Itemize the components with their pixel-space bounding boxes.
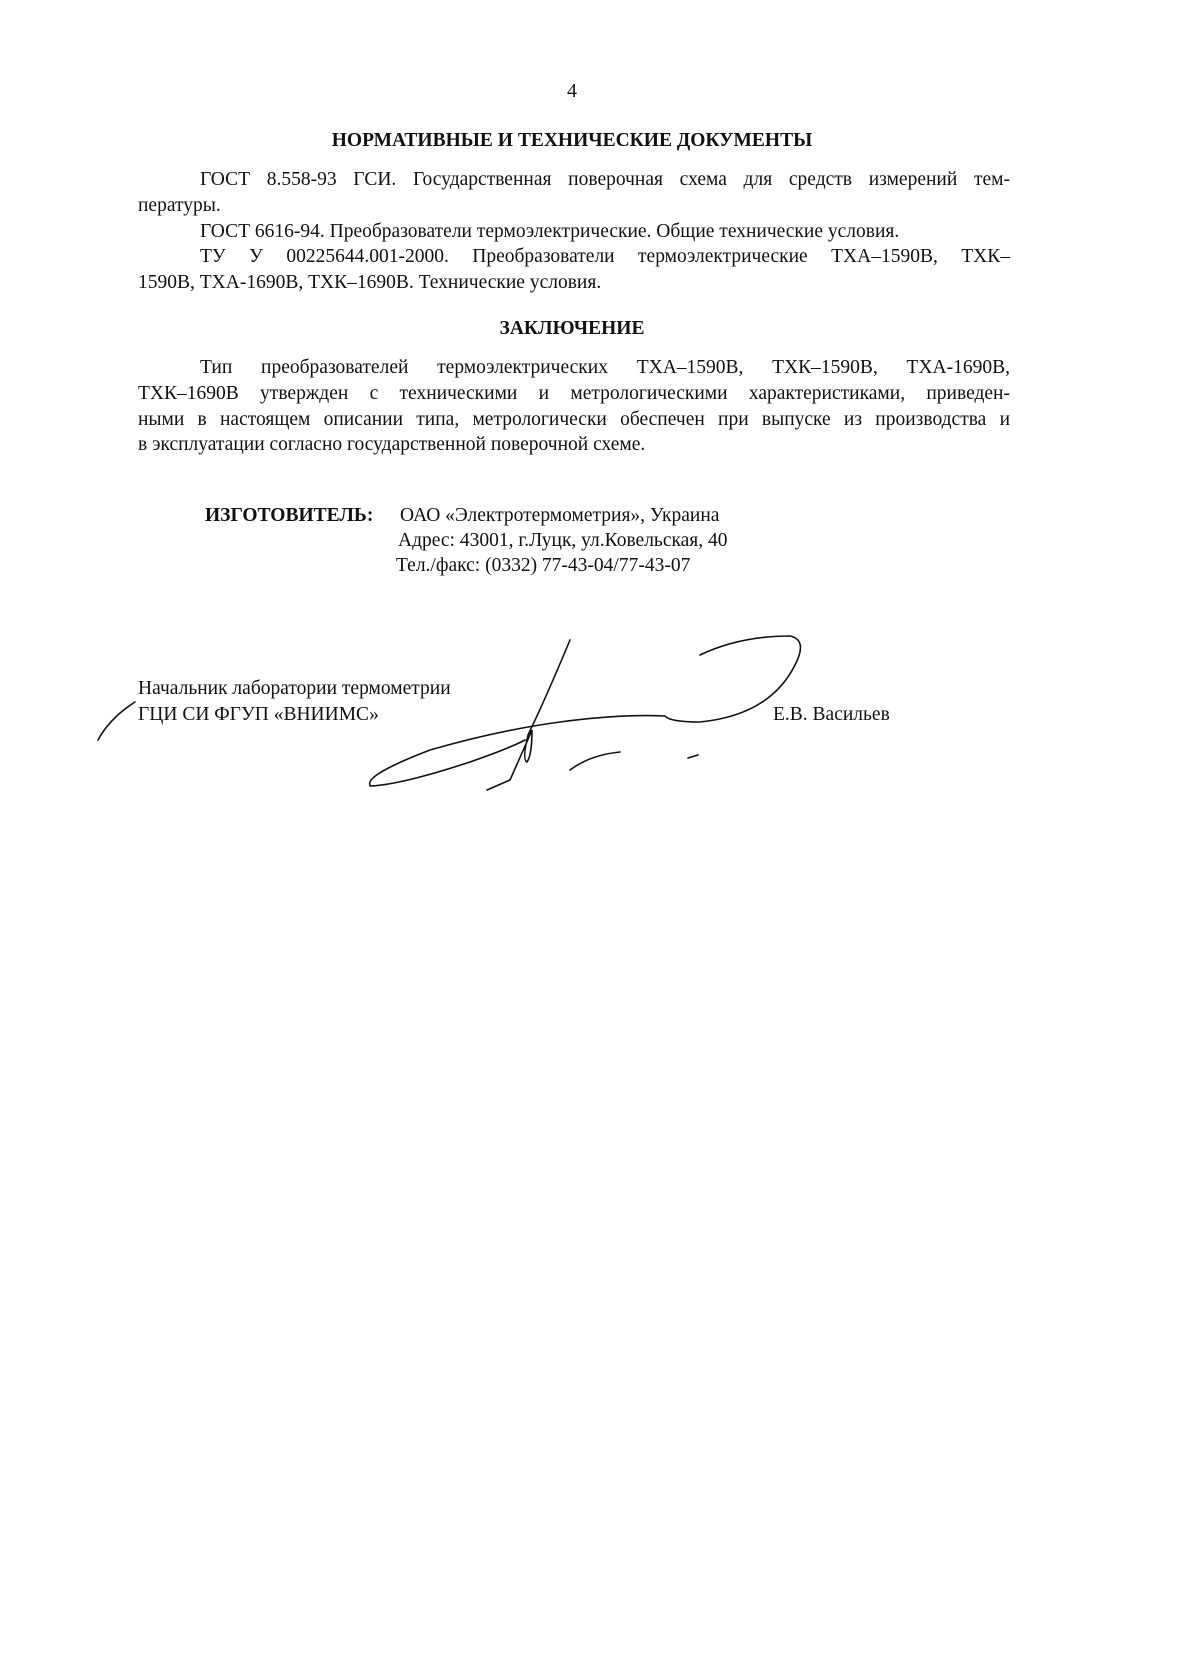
doc-line: пературы. [138, 195, 221, 216]
manufacturer-phone: Тел./факс: (0332) 77-43-04/77-43-07 [396, 555, 691, 576]
signatory-title: Начальник лаборатории термометрии [138, 678, 451, 699]
section-heading-documents: НОРМАТИВНЫЕ И ТЕХНИЧЕСКИЕ ДОКУМЕНТЫ [331, 130, 813, 151]
signatory-name: Е.В. Васильев [773, 704, 890, 725]
doc-line: 1590В, ТХА-1690В, ТХК–1690В. Технические условия. [138, 272, 602, 293]
conclusion-line: в эксплуатации согласно государственной поверочной схеме. [138, 434, 646, 455]
signatory-organization: ГЦИ СИ ФГУП «ВНИИМС» [138, 704, 379, 725]
doc-line: ГОСТ 6616-94. Преобразователи термоэлектрические. Общие технические условия. [200, 221, 900, 242]
section-heading-conclusion: ЗАКЛЮЧЕНИЕ [499, 318, 645, 339]
doc-line: ТУ У 00225644.001-2000. Преобразователи термоэлектрические ТХА–1590В, ТХК– [200, 246, 1010, 267]
conclusion-line: ными в настоящем описании типа, метрологически обеспечен при выпуске из производства и [138, 409, 1010, 430]
page-number: 4 [567, 80, 577, 102]
manufacturer-address: Адрес: 43001, г.Луцк, ул.Ковельская, 40 [398, 530, 728, 551]
doc-line: ГОСТ 8.558-93 ГСИ. Государственная поверочная схема для средств измерений тем- [200, 169, 1010, 190]
conclusion-line: Тип преобразователей термоэлектрических ТХА–1590В, ТХК–1590В, ТХА-1690В, [200, 357, 1010, 378]
conclusion-line: ТХК–1690В утвержден с техническими и метрологическими характеристиками, приведен- [138, 383, 1010, 404]
manufacturer-label: ИЗГОТОВИТЕЛЬ: [205, 505, 374, 526]
manufacturer-name: ОАО «Электротермометрия», Украина [400, 505, 720, 526]
